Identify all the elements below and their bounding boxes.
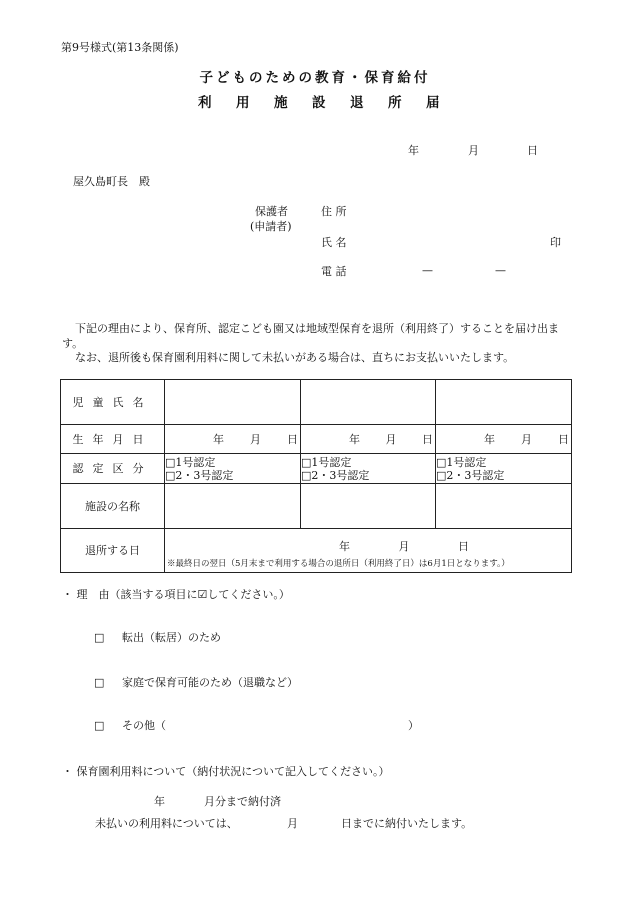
child-name-field[interactable] [436,380,572,425]
birthdate-field[interactable] [165,425,301,454]
reason-option-other[interactable] [94,720,166,731]
child-name-field[interactable] [165,380,301,425]
form-title-line2 [198,97,440,111]
birthdate-field[interactable] [436,425,572,454]
checkbox[interactable]: □ [94,631,105,644]
child-info-table [60,379,572,573]
year-label: 年 [213,432,224,446]
cert-option-1[interactable]: □1号認定 [301,455,352,469]
year-label: 年 [484,432,495,446]
date-day-label: 日 [527,144,538,157]
child-name-label: 児童氏名 [61,380,165,425]
title-char: 退 [350,95,364,111]
checkbox[interactable]: □ [94,676,105,689]
certification-field[interactable] [165,454,301,484]
day-label: 日 [558,432,569,446]
birthdate-label: 生年月日 [61,425,165,454]
body-text: 下記の理由により、保育所、認定こども園又は地域型保育を退所（利用終了）することを届け出ます。 [62,322,559,350]
addressee: 屋久島町長 殿 [73,175,150,188]
exit-date-note: ※最終日の翌日（5月末まで利用する場合の退所日（利用終了日）は6月1日となります。） [167,559,510,569]
reason-option-relocation[interactable] [94,632,221,643]
month-label: 月 [398,540,410,553]
day-label: 日 [458,540,469,553]
title-char: 用 [236,95,250,111]
fee-unpaid-prefix: 未払いの利用料については、 [95,817,238,830]
table-row [61,454,572,484]
birthdate-field[interactable] [301,425,436,454]
date-year-label: 年 [408,144,419,157]
title-char: 所 [388,95,402,111]
table-row [61,529,572,573]
cert-option-2[interactable]: □2・3号認定 [436,468,505,482]
phone-dash: — [422,264,433,277]
year-label: 年 [349,432,360,446]
table-row [61,484,572,529]
facility-name-field[interactable] [301,484,436,529]
fee-heading: ・ 保育園利用料について（納付状況について記入してください。） [62,765,390,778]
facility-name-field[interactable] [165,484,301,529]
fee-unpaid-suffix: 日までに納付いたします。 [341,817,473,830]
fee-unpaid-month-label: 月 [287,817,298,830]
month-label: 月 [385,432,397,446]
certification-field[interactable] [301,454,436,484]
child-name-field[interactable] [301,380,436,425]
reason-text: その他（ [122,719,166,732]
address-label: 住 所 [321,205,347,218]
name-label: 氏 名 [321,236,347,249]
reason-text: 家庭で保育可能のため（退職など） [122,676,298,689]
title-char: 施 [274,95,288,111]
certification-label: 認定区分 [61,454,165,484]
year-label: 年 [339,540,350,553]
exit-date-label: 退所する日 [61,529,165,573]
reason-text: 転出（転居）のため [122,631,221,644]
table-row [61,425,572,454]
cert-option-2[interactable]: □2・3号認定 [301,468,370,482]
day-label: 日 [422,432,433,446]
exit-date-field[interactable] [165,529,572,573]
title-char: 届 [426,95,440,111]
title-char: 設 [312,95,326,111]
facility-name-label: 施設の名称 [61,484,165,529]
cert-option-1[interactable]: □1号認定 [436,455,487,469]
form-title-line1: 子どものための教育・保育給付 [199,70,431,86]
body-text-note: なお、退所後も保育園利用料に関して未払いがある場合は、直ちにお支払いいたします。 [75,351,515,364]
fee-paid-month-text: 月分まで納付済 [204,795,281,808]
day-label: 日 [287,432,298,446]
cert-option-2[interactable]: □2・3号認定 [165,468,234,482]
reason-option-home-care[interactable] [94,677,298,688]
phone-dash: — [495,264,506,277]
other-close-paren: ） [408,719,419,732]
month-label: 月 [250,432,261,446]
cert-option-1[interactable]: □1号認定 [165,455,216,469]
checkbox[interactable]: □ [94,719,105,732]
title-char: 利 [198,95,212,111]
certification-field[interactable] [436,454,572,484]
seal-mark: 印 [550,236,561,249]
month-label: 月 [521,432,532,446]
fee-paid-year-label: 年 [154,795,165,808]
form-number: 第9号様式(第13条関係) [61,41,179,54]
applicant-label: (申請者) [250,220,292,233]
date-month-label: 月 [468,144,479,157]
facility-name-field[interactable] [436,484,572,529]
reason-heading: ・ 理 由（該当する項目に☑してください。） [62,588,290,601]
phone-label: 電 話 [321,265,347,278]
guardian-label: 保護者 [255,205,288,218]
table-row [61,380,572,425]
